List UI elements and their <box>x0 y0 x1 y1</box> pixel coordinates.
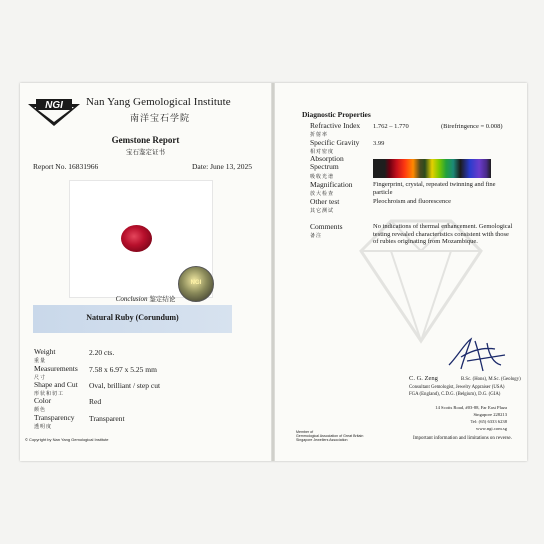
conclusion-label-en: Conclusion <box>115 295 148 303</box>
spec-weight-value: 2.20 cts. <box>89 348 115 357</box>
prop-sg-value: 3.99 <box>373 140 385 147</box>
spec-color-value: Red <box>89 397 102 406</box>
conclusion-label-cn: 鉴定结论 <box>149 296 176 303</box>
address-web: www.ngi.com.sg <box>476 426 507 431</box>
signer-credentials: B.Sc. (Hons), M.Sc. (Geology) <box>461 377 521 382</box>
right-page <box>275 83 527 461</box>
member-line-1: Member of <box>296 430 314 434</box>
prop-othertest-value: Pleochroism and fluorescence <box>373 198 451 205</box>
conclusion-label <box>20 294 271 303</box>
signature-icon <box>443 335 513 373</box>
address-line-1: 14 Scotts Road, #03-88, Far East Plaza <box>435 405 507 410</box>
spec-measurements-label-cn: 尺寸 <box>34 376 47 381</box>
prop-spectrum-label: Absorption Spectrum <box>310 154 344 171</box>
prop-sg-label-cn: 相对密度 <box>310 150 335 155</box>
signer-title-1: Consultant Gemologist, Jewelry Appraiser (USA) <box>409 385 505 390</box>
member-line-3: Singapore Jewellers Association <box>296 438 348 443</box>
prop-comments-label-cn: 备注 <box>310 234 323 239</box>
membership-note <box>296 430 363 443</box>
spec-transparency-label: Transparency <box>34 413 75 422</box>
report-title: Gemstone Report <box>111 135 180 145</box>
spec-measurements-value: 7.58 x 6.97 x 5.25 mm <box>89 365 157 374</box>
institute-name-cn: 南洋宝石学院 <box>130 113 191 123</box>
prop-magnification-label-cn: 放大检查 <box>310 192 335 197</box>
spec-transparency-value: Transparent <box>89 414 125 423</box>
spec-transparency-label-cn: 透明度 <box>34 425 53 430</box>
diagnostic-title: Diagnostic Properties <box>302 110 371 119</box>
address-phone: Tel: (65) 6333 6238 <box>470 419 507 424</box>
signer-name: C. G. Zeng <box>409 375 438 382</box>
prop-ri-birefringence: (Birefringence = 0.008) <box>441 123 503 130</box>
address-line-2: Singapore 228213 <box>473 412 507 417</box>
conclusion-result: Natural Ruby (Corundum) <box>86 313 179 322</box>
prop-spectrum-label-cn: 吸收光谱 <box>310 175 335 180</box>
prop-ri-value: 1.762 – 1.770 <box>373 123 409 130</box>
report-date: Date: June 13, 2025 <box>192 162 252 171</box>
prop-ri-label: Refractive Index <box>310 121 361 130</box>
ngi-logo-icon <box>28 96 80 126</box>
prop-magnification-label: Magnification <box>310 180 353 189</box>
member-line-2: Gemmological Association of Great Britain <box>296 434 364 439</box>
prop-othertest-label-cn: 其它测试 <box>310 209 335 214</box>
prop-othertest-label: Other test <box>310 197 340 206</box>
absorption-spectrum-image <box>373 159 491 178</box>
spec-shape-label-cn: 形状和切工 <box>34 392 65 397</box>
prop-comments-label: Comments <box>310 222 343 231</box>
svg-text:NGI: NGI <box>45 100 63 111</box>
copyright-note: © Copyright by Nan Yang Gemological Institute <box>25 437 109 442</box>
prop-sg-label: Specific Gravity <box>310 138 360 147</box>
reverse-notice: Important information and limitations on reverse. <box>413 436 512 441</box>
conclusion-band <box>33 305 232 333</box>
report-number: Report No. 16831966 <box>33 162 99 171</box>
spec-weight-label-cn: 重量 <box>34 359 47 364</box>
report-title-cn: 宝石鉴定证书 <box>126 149 165 156</box>
ruby-gemstone <box>121 225 152 252</box>
spec-color-label-cn: 颜色 <box>34 408 47 413</box>
spec-measurements-label: Measurements <box>34 364 78 373</box>
hologram-label: NGI <box>190 280 202 286</box>
left-page <box>20 83 271 461</box>
spec-color-label: Color <box>34 396 52 405</box>
spec-shape-label: Shape and Cut <box>34 380 78 389</box>
signer-title-2: FGA (England), C.D.G. (Belgium), D.G. (GIA) <box>409 392 501 397</box>
prop-ri-label-cn: 折射率 <box>310 133 329 138</box>
institute-name: Nan Yang Gemological Institute <box>86 96 231 108</box>
prop-magnification-value: Fingerprint, crystal, repeated twinning and fine particle <box>373 181 496 196</box>
spec-shape-value: Oval, brilliant / step cut <box>89 381 161 390</box>
prop-comments-value: No indications of thermal enhancement. Gemological testing revealed characteristics consistent with those of rubies originating from Mozambique. <box>373 223 513 245</box>
spec-weight-label: Weight <box>34 347 56 356</box>
